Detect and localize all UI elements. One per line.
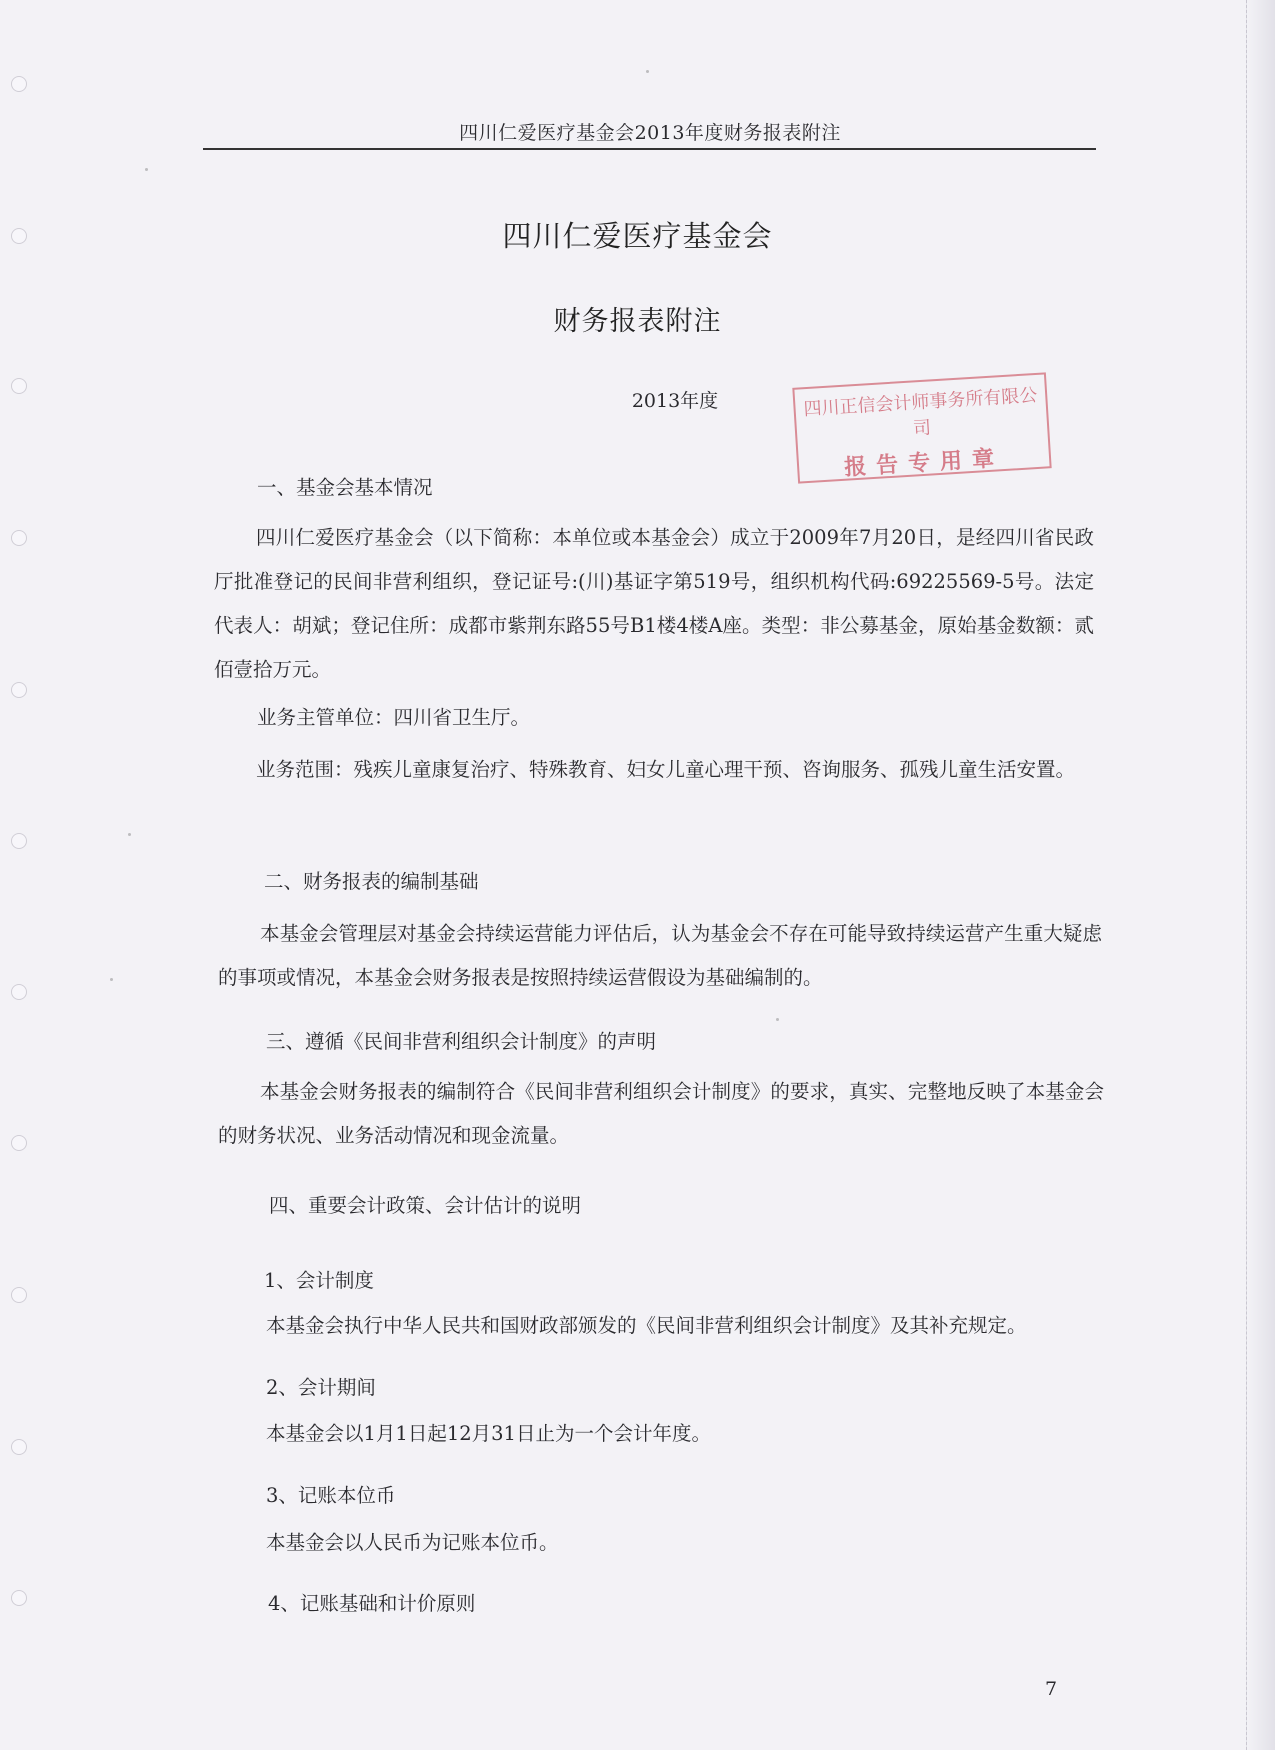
page-edge [1246,0,1275,1750]
report-year: 2013年度 [631,390,719,412]
punch-hole [11,76,27,92]
section-1-paragraph-1: 四川仁爱医疗基金会（以下简称：本单位或本基金会）成立于2009年7月20日，是经四川省民政厅批准登记的民间非营利组织，登记证号:(川)基证字第519号，组织机构代码:69225569-5号。法定代表人：胡斌；登记住所：成都市紫荆东路55号B1楼4楼A座。类型：非公募基金，原始基金数额：贰佰壹拾万元。 [214,526,1094,681]
document-title: 财务报表附注 [553,306,722,337]
subsection-3-text: 本基金会以人民币为记账本位币。 [266,1531,559,1554]
punch-hole [11,530,27,546]
accounting-firm-stamp [792,372,1051,483]
stamp-label: 报告专用章 [843,445,1005,481]
section-1-heading: 一、基金会基本情况 [257,476,433,499]
subsection-1-heading: 1、会计制度 [264,1269,374,1292]
scan-speck [110,978,113,981]
page-number: 7 [1045,1678,1058,1700]
scan-speck [646,70,649,73]
punch-hole [11,1590,27,1606]
punch-hole [11,1439,27,1455]
punch-hole [11,682,27,698]
punch-hole [11,984,27,1000]
stamp-firm-name: 四川正信会计师事务所有限公司 [803,384,1038,440]
subsection-1-text: 本基金会执行中华人民共和国财政部颁发的《民间非营利组织会计制度》及其补充规定。 [266,1314,1027,1337]
punch-hole [11,833,27,849]
section-1-supervisor: 业务主管单位：四川省卫生厅。 [257,706,531,729]
section-4-heading: 四、重要会计政策、会计估计的说明 [269,1194,582,1217]
scan-speck [145,168,148,171]
subsection-2-text: 本基金会以1月1日起12月31日止为一个会计年度。 [266,1422,711,1445]
section-3-paragraph: 本基金会财务报表的编制符合《民间非营利组织会计制度》的要求，真实、完整地反映了本基金会的财务状况、业务活动情况和现金流量。 [218,1080,1104,1147]
section-1-business-scope: 业务范围：残疾儿童康复治疗、特殊教育、妇女儿童心理干预、咨询服务、孤残儿童生活安置。 [256,758,1076,781]
section-2-paragraph: 本基金会管理层对基金会持续运营能力评估后，认为基金会不存在可能导致持续运营产生重大疑虑的事项或情况，本基金会财务报表是按照持续运营假设为基础编制的。 [218,922,1102,989]
running-header: 四川仁爱医疗基金会2013年度财务报表附注 [459,122,841,144]
subsection-2-heading: 2、会计期间 [266,1376,376,1399]
punch-hole [11,1135,27,1151]
punch-hole [11,1287,27,1303]
section-2-heading: 二、财务报表的编制基础 [264,870,479,893]
subsection-3-heading: 3、记账本位币 [266,1484,396,1507]
organization-title: 四川仁爱医疗基金会 [502,219,773,253]
scan-speck [128,833,131,836]
scan-speck [776,1018,779,1021]
header-rule [203,148,1096,150]
section-3-heading: 三、遵循《民间非营利组织会计制度》的声明 [266,1030,657,1053]
subsection-4-heading: 4、记账基础和计价原则 [268,1592,476,1615]
